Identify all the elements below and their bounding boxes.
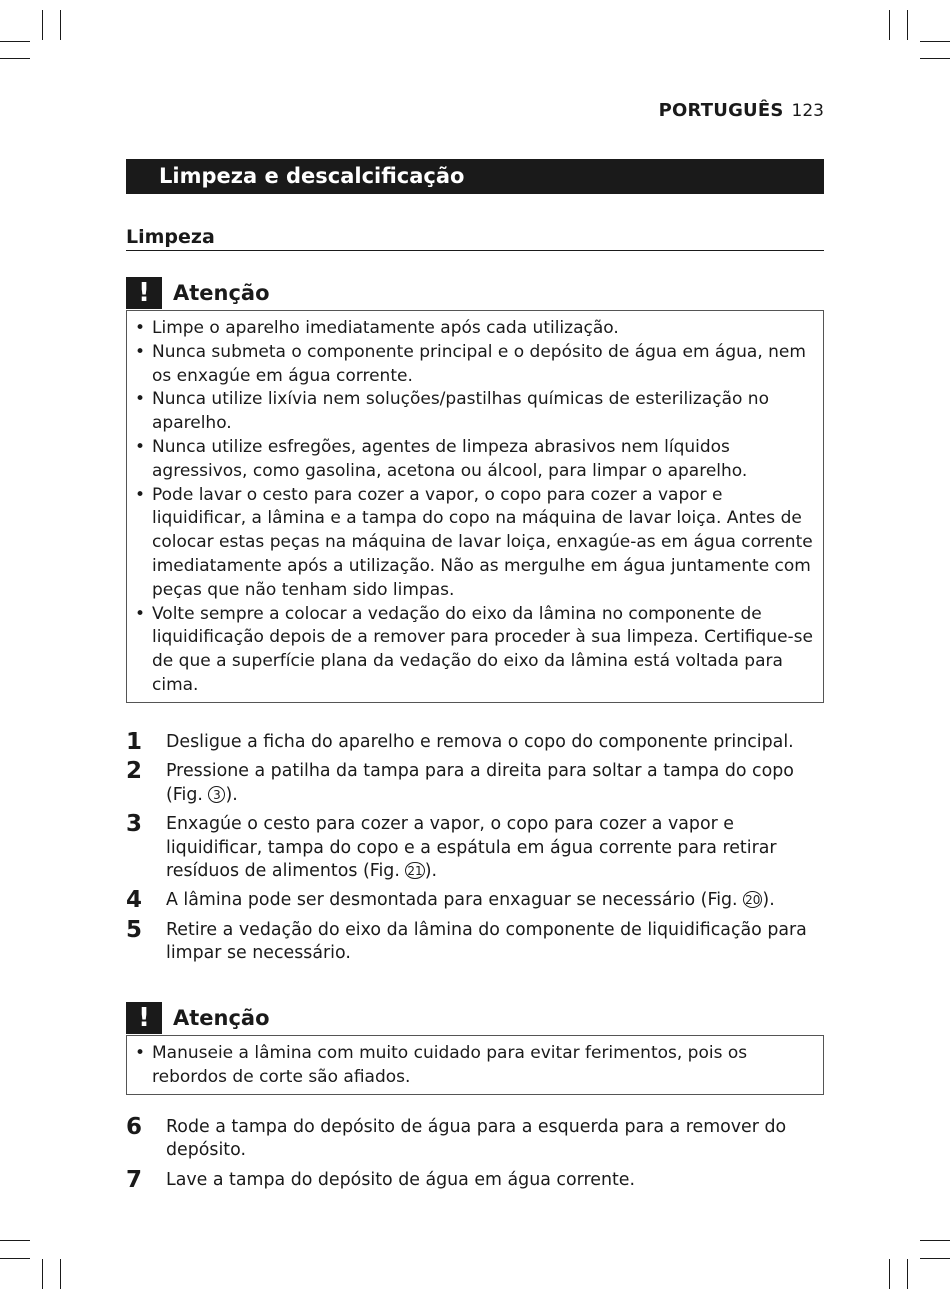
bullet-icon: • bbox=[135, 341, 146, 362]
step-text: Retire a vedação do eixo da lâmina do componente de liquidificação para limpar se necessário. bbox=[166, 919, 807, 964]
step-text-suffix: ). bbox=[762, 890, 775, 911]
crop-mark bbox=[907, 10, 908, 40]
caution-item bbox=[135, 388, 813, 436]
step-number: 1 bbox=[126, 729, 143, 755]
language-label: PORTUGUÊS bbox=[658, 100, 784, 121]
caution-list bbox=[135, 317, 813, 698]
caution-item-text: Nunca utilize esfregões, agentes de limpeza abrasivos nem líquidos agressivos, como gasolina, acetona ou álcool, para limpar o aparelho. bbox=[152, 436, 748, 481]
bullet-icon: • bbox=[135, 318, 146, 338]
subsection-title: Limpeza bbox=[126, 226, 824, 251]
step-text-suffix: ). bbox=[225, 784, 238, 805]
crop-mark bbox=[60, 1259, 61, 1289]
crop-mark bbox=[920, 1258, 950, 1259]
page-header bbox=[659, 100, 824, 121]
step-number: 7 bbox=[126, 1166, 143, 1193]
crop-mark bbox=[0, 58, 30, 59]
caution-box bbox=[126, 310, 824, 703]
caution-item-text: Nunca submeta o componente principal e o depósito de água em água, nem os enxagúe em água corrente. bbox=[152, 341, 806, 386]
caution-item bbox=[135, 317, 813, 341]
crop-mark bbox=[0, 1240, 30, 1241]
crop-mark bbox=[920, 1240, 950, 1241]
caution-item bbox=[135, 603, 813, 698]
bullet-icon: • bbox=[135, 484, 146, 505]
figure-reference: 3 bbox=[208, 786, 225, 803]
step-item bbox=[126, 731, 826, 754]
caution-list bbox=[135, 1042, 813, 1090]
caution-item bbox=[135, 1042, 813, 1090]
caution-title: Atenção bbox=[173, 281, 270, 305]
bullet-icon: • bbox=[135, 603, 146, 624]
step-text: Lave a tampa do depósito de água em água corrente. bbox=[166, 1169, 636, 1190]
caution-item-text: Nunca utilize lixívia nem soluções/pastilhas químicas de esterilização no aparelho. bbox=[152, 389, 769, 434]
caution-item-text: Manuseie a lâmina com muito cuidado para evitar ferimentos, pois os rebordos de corte são afiados. bbox=[152, 1043, 748, 1087]
step-number: 5 bbox=[126, 916, 143, 943]
caution-item bbox=[135, 484, 813, 603]
crop-mark bbox=[889, 10, 890, 40]
caution-header bbox=[126, 277, 824, 311]
step-text: Pressione a patilha da tampa para a direita para soltar a tampa do copo (Fig. bbox=[166, 761, 794, 805]
crop-mark bbox=[889, 1259, 890, 1289]
crop-mark bbox=[0, 1258, 30, 1259]
steps-list bbox=[126, 1116, 826, 1198]
caution-box bbox=[126, 1035, 824, 1095]
figure-reference: 21 bbox=[407, 864, 423, 879]
step-text: Enxagúe o cesto para cozer a vapor, o copo para cozer a vapor e liquidificar, tampa do copo e a espátula em água corrente para retirar resíduos de alimentos (Fig. bbox=[166, 814, 777, 882]
figure-reference: 20 bbox=[745, 893, 761, 908]
step-item bbox=[126, 1116, 826, 1163]
step-number: 3 bbox=[126, 811, 143, 838]
step-number: 6 bbox=[126, 1114, 143, 1140]
step-item bbox=[126, 889, 826, 912]
warning-icon: ! bbox=[126, 277, 162, 309]
step-text: Rode a tampa do depósito de água para a esquerda para a remover do depósito. bbox=[166, 1117, 787, 1161]
caution-item-text: Volte sempre a colocar a vedação do eixo da lâmina no componente de liquidificação depois de a remover para proceder à sua limpeza. Certifique-se de que a superfície plana da vedação do eixo da lâmina está voltada para cima. bbox=[152, 603, 813, 695]
step-item bbox=[126, 1166, 826, 1193]
steps-list bbox=[126, 731, 826, 972]
crop-mark bbox=[920, 58, 950, 59]
step-text: A lâmina pode ser desmontada para enxaguar se necessário (Fig. bbox=[166, 890, 738, 911]
step-number: 2 bbox=[126, 758, 143, 785]
step-text: Desligue a ficha do aparelho e remova o copo do componente principal. bbox=[166, 732, 794, 752]
bullet-icon: • bbox=[135, 1043, 146, 1063]
section-title: Limpeza e descalcificação bbox=[126, 159, 824, 194]
bullet-icon: • bbox=[135, 436, 146, 457]
step-number: 4 bbox=[126, 887, 143, 914]
caution-header bbox=[126, 1002, 824, 1036]
caution-item bbox=[135, 341, 813, 389]
crop-mark bbox=[920, 41, 950, 42]
step-text-suffix: ). bbox=[424, 861, 438, 882]
crop-mark bbox=[907, 1259, 908, 1289]
step-item bbox=[126, 916, 826, 966]
step-item bbox=[126, 813, 826, 883]
crop-mark bbox=[42, 10, 43, 40]
caution-item bbox=[135, 436, 813, 484]
page-number: 123 bbox=[791, 101, 824, 121]
caution-item-text: Pode lavar o cesto para cozer a vapor, o copo para cozer a vapor e liquidificar, a lâmina e a tampa do copo na máquina de lavar loiça. Antes de colocar estas peças na máquina de lavar loiça, enxagúe-as em água corrente imediatamente após a utilização. Não as mergulhe em água juntamente com peças que não tenham sido limpas. bbox=[152, 484, 813, 600]
bullet-icon: • bbox=[135, 389, 146, 410]
crop-mark bbox=[42, 1259, 43, 1289]
caution-title: Atenção bbox=[173, 1006, 270, 1030]
caution-item-text: Limpe o aparelho imediatamente após cada utilização. bbox=[152, 318, 619, 338]
warning-icon: ! bbox=[126, 1002, 162, 1034]
step-item bbox=[126, 760, 826, 807]
crop-mark bbox=[60, 10, 61, 40]
crop-mark bbox=[0, 41, 30, 42]
